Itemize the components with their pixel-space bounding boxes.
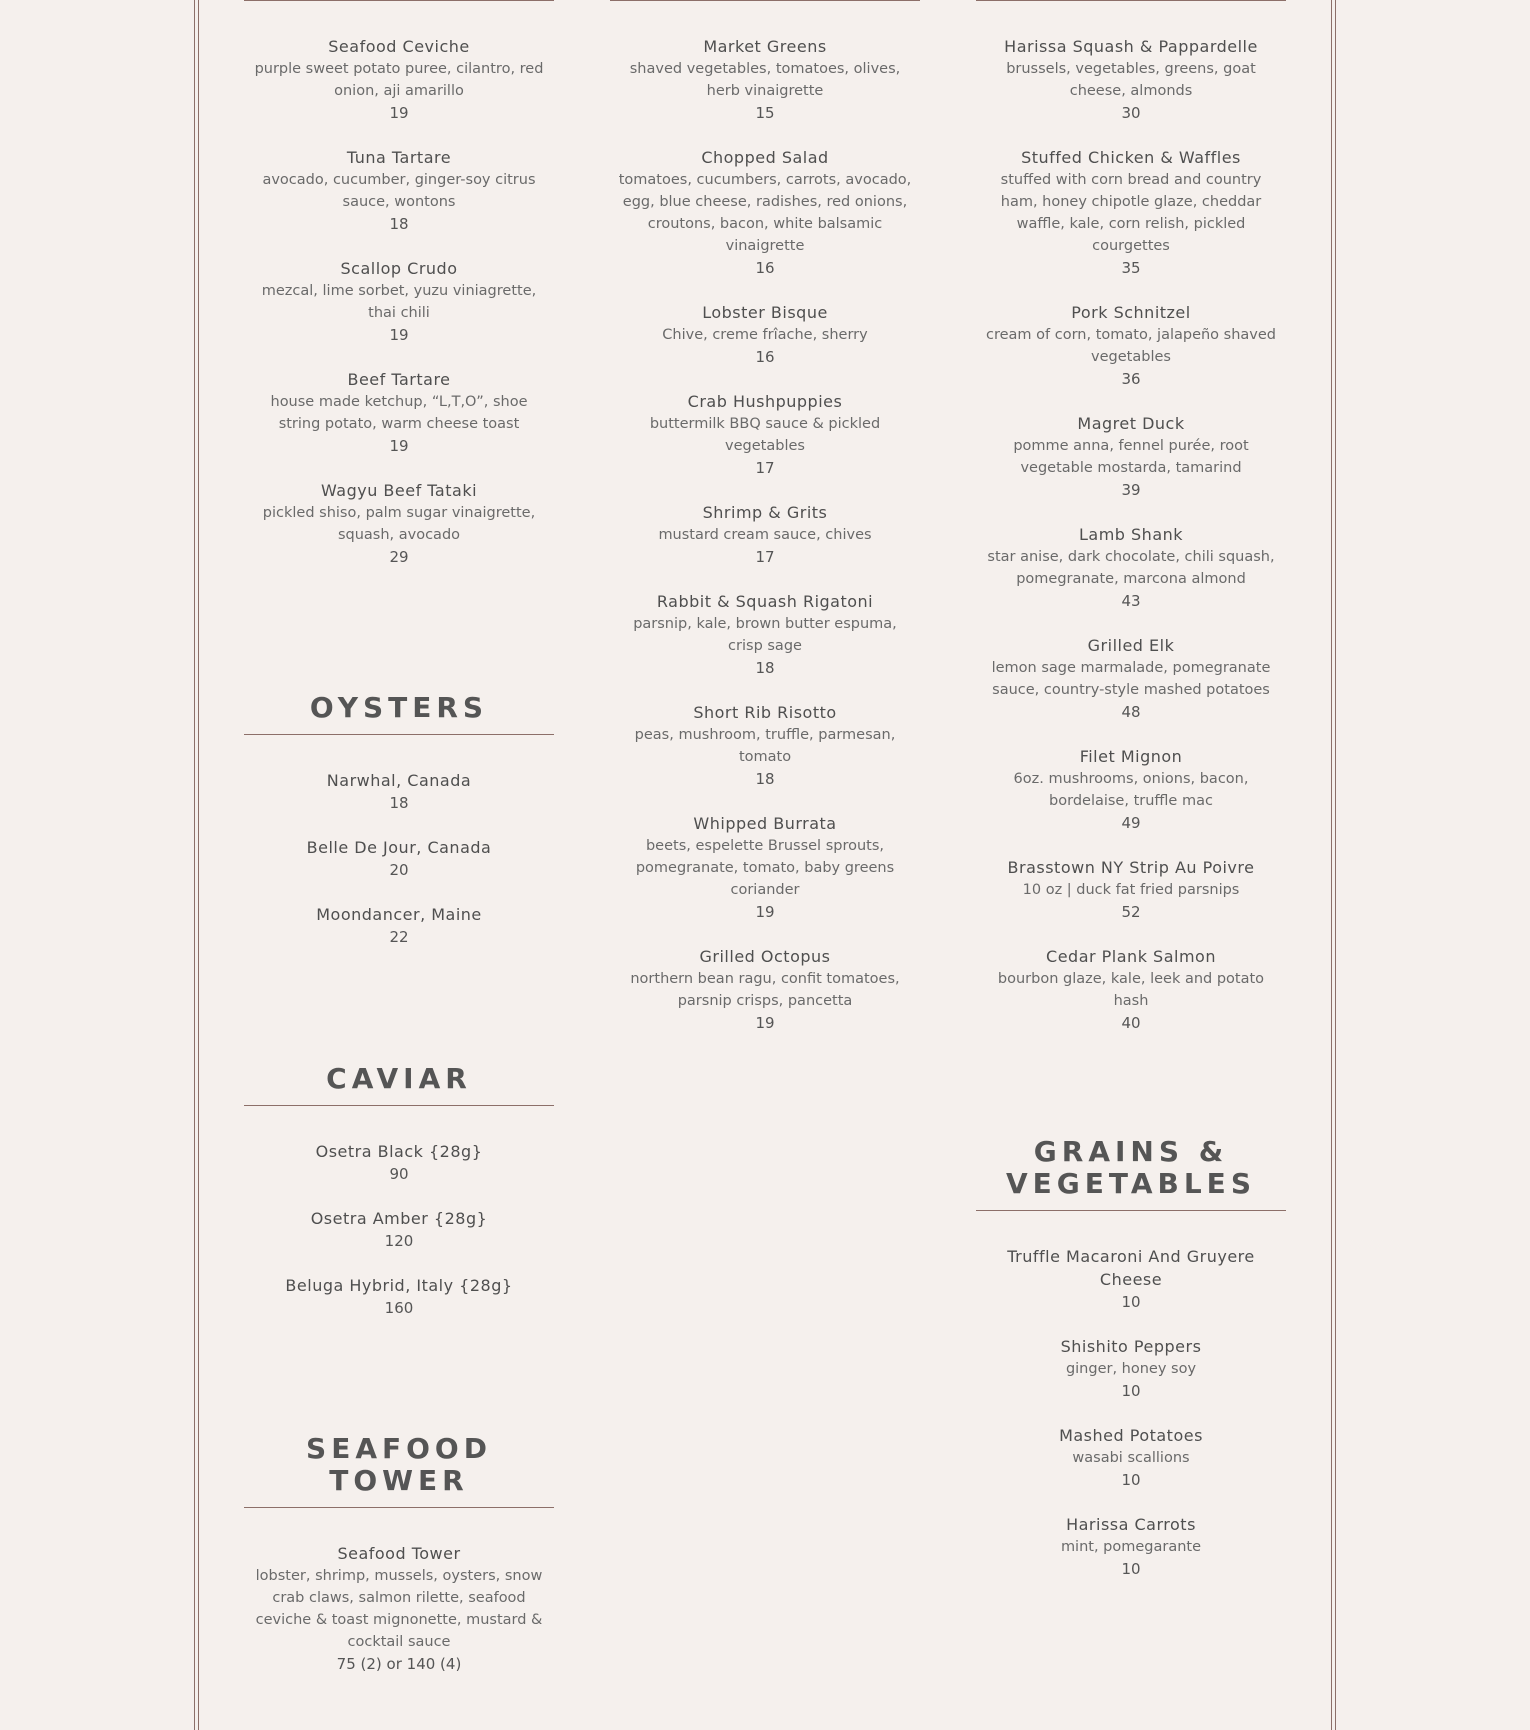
item-list [976,1211,1286,1580]
item-name: Tuna Tartare [346,148,452,167]
item-list [976,1,1286,1034]
section-title: OYSTERS [244,692,554,735]
item-price: 17 [755,548,775,566]
item-list [244,1508,554,1675]
item-price: 18 [755,659,775,677]
menu-item [610,390,920,479]
item-name: Moondancer, Maine [316,905,482,924]
section-seafood-tower [244,1433,554,1697]
item-name: Mashed Potatoes [1059,1426,1203,1445]
menu-item [244,1207,554,1252]
menu-item [244,903,554,948]
item-price: 17 [755,459,775,477]
item-name: Scallop Crudo [340,259,458,278]
section-crudo-bar [244,0,554,590]
item-price: 19 [755,1014,775,1032]
item-name: Beef Tartare [347,370,451,389]
item-name: Truffle Macaroni And Gruyere Cheese [1007,1247,1255,1289]
item-name: Whipped Burrata [693,814,837,833]
menu-item [976,1424,1286,1491]
item-name: Filet Mignon [1079,747,1183,766]
item-name: Chopped Salad [701,148,829,167]
menu-item [976,412,1286,501]
section-oysters [244,692,554,970]
item-name: Seafood Ceviche [328,37,470,56]
item-price: 48 [1121,703,1141,721]
item-price: 19 [389,437,409,455]
item-name: Shishito Peppers [1060,1337,1202,1356]
item-price: 40 [1121,1014,1141,1032]
item-price: 18 [389,794,409,812]
item-price: 160 [384,1299,414,1317]
section-title: GRAINS & VEGETABLES [976,1136,1286,1211]
section-first [610,0,920,1056]
item-description: parsnip, kale, brown butter espuma, crisp sage [633,616,897,654]
item-name: Lamb Shank [1078,525,1184,544]
item-description: mezcal, lime sorbet, yuzu viniagrette, thai chili [261,283,537,321]
item-price: 18 [755,770,775,788]
item-name: Short Rib Risotto [693,703,837,722]
item-description: star anise, dark chocolate, chili squash, pomegranate, marcona almond [987,549,1275,587]
item-description: bourbon glaze, kale, leek and potato hash [997,971,1265,1009]
section-grains-vegetables [976,1136,1286,1602]
menu-item [244,1140,554,1185]
item-price: 18 [389,215,409,233]
item-description: mint, pomegarante [1060,1539,1202,1555]
item-list [244,735,554,948]
item-price: 10 [1121,1293,1141,1311]
menu-item [976,1245,1286,1313]
item-description: stuffed with corn bread and country ham, honey chipotle glaze, cheddar waffle, kale, corn relish, pickled courgettes [1000,172,1262,254]
menu-item [976,1335,1286,1402]
section-title: SEAFOOD TOWER [244,1433,554,1508]
item-name: Pork Schnitzel [1071,303,1191,322]
item-price: 22 [389,928,409,946]
item-price: 43 [1121,592,1141,610]
item-price: 35 [1121,259,1141,277]
menu-item [244,257,554,346]
menu-item [610,945,920,1034]
item-price: 19 [389,326,409,344]
menu-item [610,501,920,568]
item-name: Shrimp & Grits [702,503,828,522]
item-price: 15 [755,104,775,122]
menu-item [244,368,554,457]
menu-item [976,945,1286,1034]
item-name: Lobster Bisque [702,303,828,322]
item-description: peas, mushroom, truffle, parmesan, tomato [634,727,896,765]
item-price: 20 [389,861,409,879]
item-name: Osetra Amber {28g} [310,1209,488,1228]
menu-item [610,301,920,368]
item-name: Brasstown NY Strip Au Poivre [1007,858,1255,877]
section-caviar [244,1063,554,1341]
item-name: Magret Duck [1077,414,1185,433]
item-name: Cedar Plank Salmon [1046,947,1216,966]
item-name: Grilled Elk [1087,636,1175,655]
menu-item [976,856,1286,923]
item-description: pickled shiso, palm sugar vinaigrette, squash, avocado [262,505,536,543]
item-price: 16 [755,259,775,277]
item-price: 16 [755,348,775,366]
item-description: northern bean ragu, confit tomatoes, parsnip crisps, pancetta [630,971,900,1009]
menu-item [244,836,554,881]
item-price: 75 (2) or 140 (4) [336,1655,462,1673]
item-price: 29 [389,548,409,566]
item-description: cream of corn, tomato, jalapeño shaved vegetables [986,327,1276,365]
item-name: Beluga Hybrid, Italy {28g} [285,1276,513,1295]
section-main [976,0,1286,1056]
menu-item [610,701,920,790]
menu-item [976,745,1286,834]
item-price: 10 [1121,1471,1141,1489]
item-price: 30 [1121,104,1141,122]
item-description: ginger, honey soy [1065,1361,1197,1377]
item-price: 36 [1121,370,1141,388]
item-description: lemon sage marmalade, pomegranate sauce, country-style mashed potatoes [991,660,1271,698]
menu-item [976,301,1286,390]
item-price: 19 [755,903,775,921]
item-price: 90 [389,1165,409,1183]
menu-item [244,1542,554,1675]
item-price: 10 [1121,1560,1141,1578]
menu-item [976,1513,1286,1580]
menu-item [610,146,920,279]
item-description: buttermilk BBQ sauce & pickled vegetables [649,416,881,454]
item-price: 39 [1121,481,1141,499]
item-price: 120 [384,1232,414,1250]
item-list [244,1106,554,1319]
item-description: wasabi scallions [1072,1450,1190,1466]
item-name: Harissa Squash & Pappardelle [1004,37,1258,56]
item-description: shaved vegetables, tomatoes, olives, herb vinaigrette [629,61,901,99]
item-name: Seafood Tower [337,1544,461,1563]
item-price: 49 [1121,814,1141,832]
menu-item [976,523,1286,612]
menu-item [610,35,920,124]
item-description: 10 oz | duck fat fried parsnips [1022,882,1240,898]
section-title: CAVIAR [244,1063,554,1106]
item-list [244,1,554,568]
item-name: Wagyu Beef Tataki [320,481,478,500]
item-description: purple sweet potato puree, cilantro, red onion, aji amarillo [254,61,544,99]
item-list [610,1,920,1034]
menu-item [976,146,1286,279]
item-name: Osetra Black {28g} [315,1142,483,1161]
item-name: Belle De Jour, Canada [306,838,492,857]
item-name: Crab Hushpuppies [687,392,843,411]
menu-item [244,1274,554,1319]
menu-item [244,769,554,814]
menu-item [244,479,554,568]
item-description: beets, espelette Brussel sprouts, pomegranate, tomato, baby greens coriander [635,838,895,898]
item-name: Harissa Carrots [1066,1515,1196,1534]
item-description: 6oz. mushrooms, onions, bacon, bordelaise, truffle mac [1013,771,1249,809]
item-price: 10 [1121,1382,1141,1400]
item-description: lobster, shrimp, mussels, oysters, snow crab claws, salmon rilette, seafood ceviche & toast mignonette, mustard & cocktail sauce [255,1568,543,1650]
item-description: Chive, creme frîache, sherry [662,327,868,343]
item-name: Rabbit & Squash Rigatoni [656,592,874,611]
item-description: house made ketchup, “L,T,O”, shoe string potato, warm cheese toast [270,394,528,432]
menu-item [976,35,1286,124]
item-description: mustard cream sauce, chives [658,527,872,543]
item-price: 19 [389,104,409,122]
menu-item [976,634,1286,723]
item-description: avocado, cucumber, ginger-soy citrus sauce, wontons [262,172,536,210]
item-name: Grilled Octopus [699,947,831,966]
item-price: 52 [1121,903,1141,921]
item-name: Market Greens [703,37,827,56]
menu-item [610,812,920,923]
item-name: Narwhal, Canada [326,771,472,790]
item-description: pomme anna, fennel purée, root vegetable mostarda, tamarind [1013,438,1249,476]
item-name: Stuffed Chicken & Waffles [1021,148,1241,167]
menu-item [244,35,554,124]
item-description: brussels, vegetables, greens, goat cheese, almonds [1006,61,1256,99]
item-description: tomatoes, cucumbers, carrots, avocado, egg, blue cheese, radishes, red onions, croutons, bacon, white balsamic vinaigrette [618,172,912,254]
menu-item [610,590,920,679]
menu-item [244,146,554,235]
